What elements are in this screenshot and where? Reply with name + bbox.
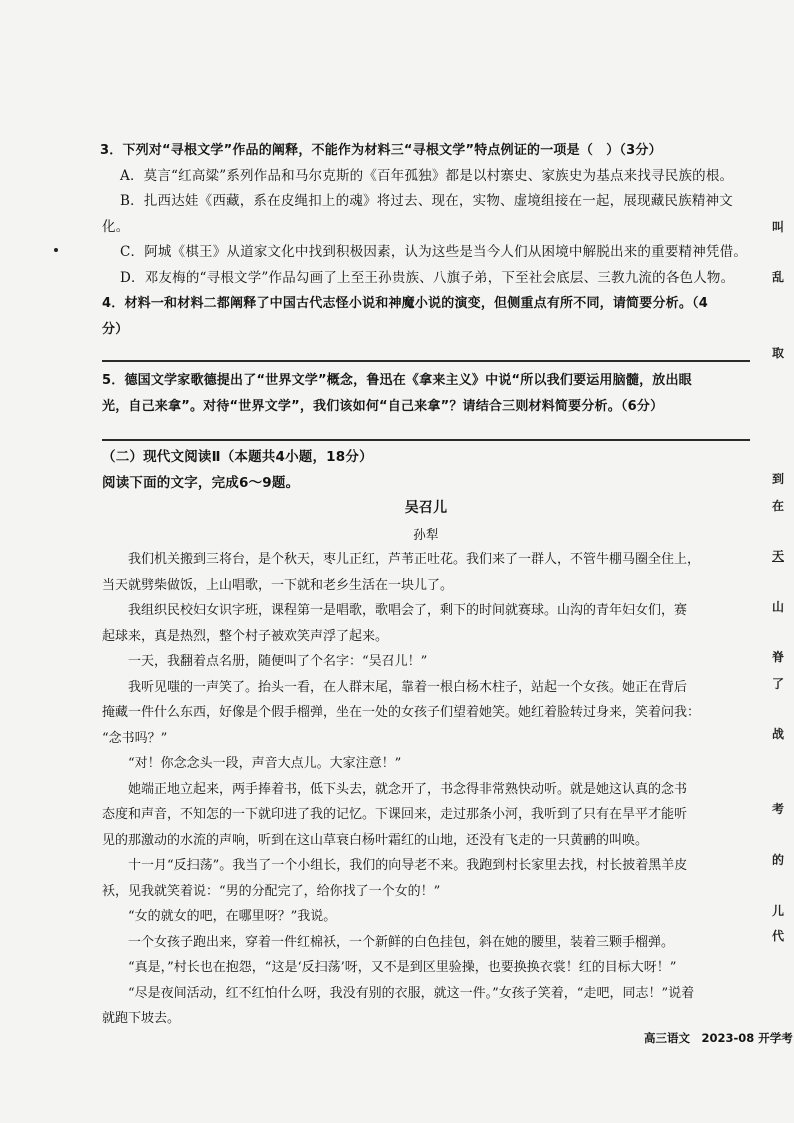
margin-fragment: 脊	[772, 650, 785, 664]
story-line: 起球来，真是热烈，整个村子被欢笑声浮了起来。	[102, 628, 389, 644]
question-3-option-a: A．莫言“红高粱”系列作品和马尔克斯的《百年孤独》都是以村寨史、家族史为基点来找寻民族的根。	[120, 167, 734, 184]
margin-fragment: 在	[772, 499, 785, 513]
story-line: 就跑下坡去。	[102, 1011, 181, 1026]
story-line: 见的那激动的水流的声响，听到在这山草衰白杨叶霜红的山地，还没有飞走的一只黄鹂的叫唤。	[102, 832, 649, 848]
question-4-line1: 4．材料一和材料二都阐释了中国古代志怪小说和神魔小说的演变，但侧重点有所不同，请简要分析。（4	[102, 296, 708, 311]
section-2-instruction: 阅读下面的文字，完成6～9题。	[102, 474, 300, 491]
story-line: “真是，”村长也在抱怨，“这是‘反扫荡’呀，又不是到区里验操，也要换换衣裳！红的目标大呀！”	[128, 960, 677, 975]
question-5-line1: 5．德国文学家歌德提出了“世界文学”概念，鲁迅在《拿来主义》中说“所以我们要运用脑髓，放出眼	[102, 373, 692, 388]
margin-fragment: 天	[772, 549, 785, 563]
story-line: 我组织民校妇女识字班，课程第一是唱歌，歌唱会了，剩下的时间就赛球。山沟的青年妇女们，赛	[128, 603, 688, 618]
scan-dot-mark	[54, 248, 58, 252]
margin-fragment: 代	[772, 929, 785, 943]
question-5-line2: 光，自己来拿”。对待“世界文学”，我们该如何“自己来拿”？请结合三则材料简要分析。（6分）	[102, 398, 664, 414]
page-footer: 高三语文 2023-08 开学考	[644, 1031, 793, 1045]
question-3-stem: 3．下列对“寻根文学”作品的阐释，不能作为材料三“寻根文学”特点例证的一项是（ ）（3分）	[100, 143, 662, 158]
margin-fragment: 了	[772, 677, 785, 691]
story-line: 十一月“反扫荡”。我当了一个小组长，我们的向导老不来。我跑到村长家里去找，村长披着黑羊皮	[128, 858, 688, 873]
story-title: 吴召儿	[404, 500, 448, 516]
story-line: 掩藏一件什么东西，好像是个假手榴弹，坐在一处的女孩子们望着她笑。她红着脸转过身来，笑着问我：	[102, 705, 701, 720]
section-2-heading: （二）现代文阅读Ⅱ（本题共4小题，18分）	[102, 449, 373, 465]
margin-fragment: 的	[772, 853, 785, 867]
story-body	[102, 547, 750, 1032]
story-line: 我们机关搬到三将台，是个秋天，枣儿正红，芦苇正吐花。我们来了一群人，不管牛棚马圈全住上，	[128, 552, 701, 567]
question-4-line2: 分）	[102, 321, 129, 337]
story-line: 当天就劈柴做饭，上山唱歌，一下就和老乡生活在一块儿了。	[102, 577, 454, 593]
story-line: “尽是夜间活动，红不红怕什么呀，我没有别的衣服，就这一件。”女孩子笑着，“走吧，同志！”说着	[128, 985, 695, 1001]
page-content	[102, 138, 750, 1032]
story-line: “对！你念念头一段，声音大点儿。大家注意！”	[128, 756, 402, 771]
question-3-option-b-line1: B．扎西达娃《西藏，系在皮绳扣上的魂》将过去、现在，实物、虚境组接在一起，展现藏民族精神文	[120, 193, 733, 209]
story-line: 我听见嗤的一声笑了。抬头一看，在人群末尾，靠着一根白杨木柱子，站起一个女孩。她正在背后	[128, 679, 688, 695]
story-line: 她端正地立起来，两手捧着书，低下头去，就念开了，书念得非常熟快动听。就是她这认真的念书	[128, 781, 688, 797]
margin-fragment: 考	[772, 802, 785, 816]
story-line: 一个女孩子跑出来，穿着一件红棉袄，一个新鲜的白色挂包，斜在她的腰里，装着三颗手榴弹。	[128, 934, 675, 950]
margin-fragment: 战	[772, 727, 785, 741]
margin-fragment: 叫	[772, 220, 785, 234]
story-line: 袄，见我就笑着说：“男的分配完了，给你找了一个女的！”	[102, 883, 441, 899]
story-author: 孙犁	[413, 526, 439, 542]
story-line: 态度和声音，不知怎的一下就印进了我的记忆。下课回来，走过那条小河，我听到了只有在旱平才能听	[102, 807, 688, 822]
margin-fragment: 取	[772, 346, 785, 360]
margin-fragment: 到	[772, 472, 785, 486]
margin-fragment: 山	[772, 600, 785, 614]
margin-fragment: 儿	[772, 904, 785, 918]
question-3-option-b-line2: 化。	[102, 218, 130, 235]
story-line: “女的就女的吧，在哪里呀？”我说。	[128, 909, 337, 924]
story-line: “念书吗？”	[102, 730, 168, 746]
question-3-option-c: C．阿城《棋王》从道家文化中找到积极因素，认为这些是当今人们从困境中解脱出来的重要精神凭借。	[120, 244, 748, 260]
margin-fragment: 乱	[772, 270, 785, 284]
story-line: 一天，我翻着点名册，随便叫了个名字：“吴召儿！”	[128, 654, 428, 669]
question-3-option-d: D．邓友梅的“寻根文学”作品勾画了上至王孙贵族、八旗子弟，下至社会底层、三教九流的各色人物。	[120, 269, 735, 286]
